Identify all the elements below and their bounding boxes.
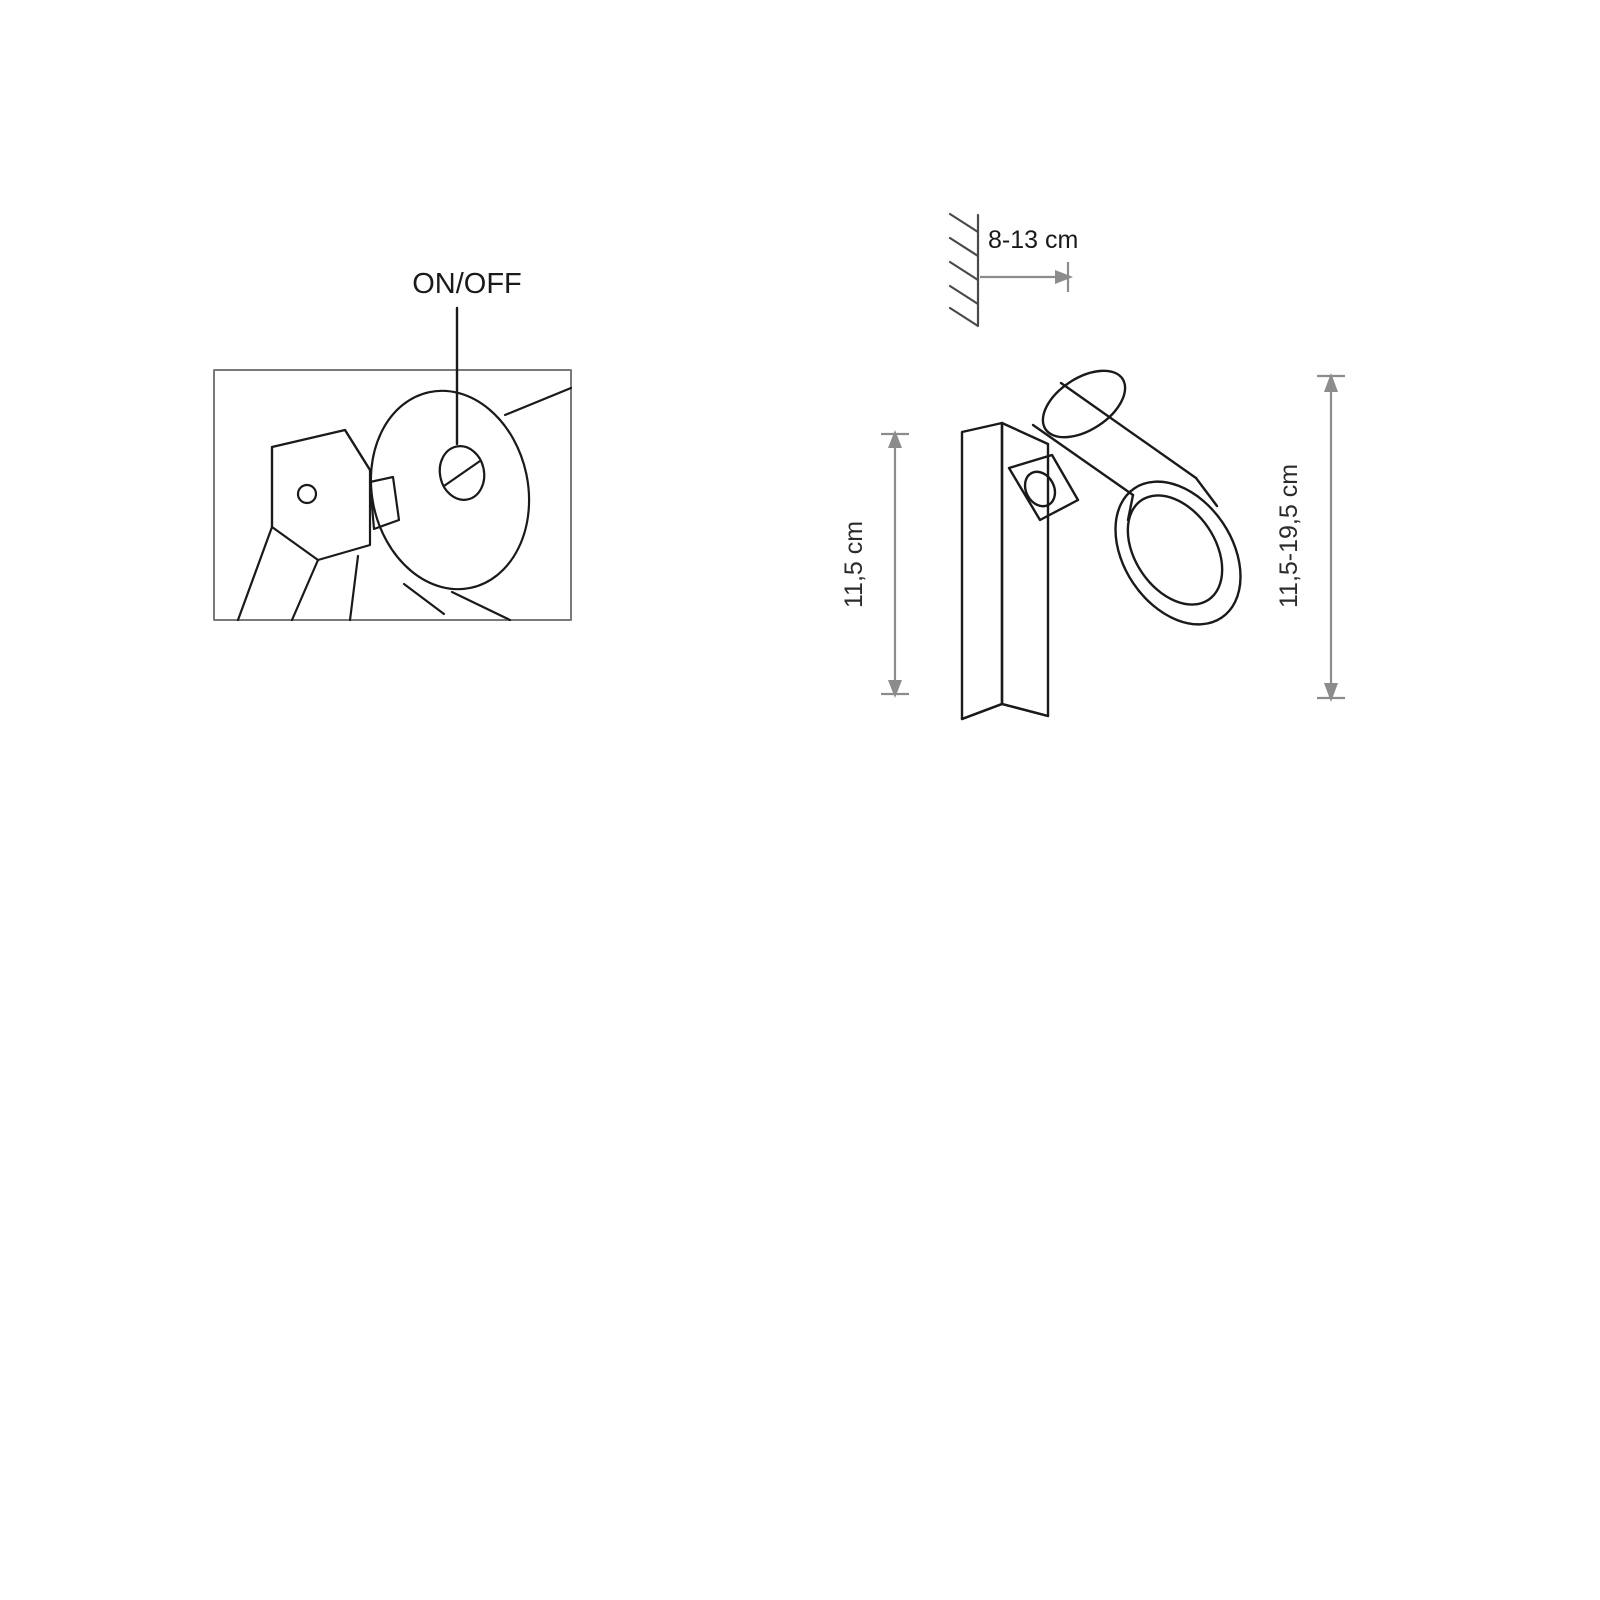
dimension-wall-projection-label: 8-13 cm — [988, 226, 1079, 254]
bracket-plate — [272, 430, 370, 560]
onoff-label: ON/OFF — [412, 268, 522, 300]
wall-hatch-2 — [950, 238, 978, 256]
joint-knuckle — [1009, 455, 1078, 520]
total-height-arrow-bottom — [1324, 683, 1338, 702]
detail-frame — [214, 370, 571, 620]
body-edge-lower-2 — [404, 584, 444, 614]
mounting-arm-3 — [350, 556, 358, 620]
cylinder-body-to-rim-top — [1196, 478, 1217, 506]
cylinder-front-rim-outer — [1090, 458, 1267, 648]
cylinder-side-upper — [1061, 383, 1196, 478]
mounting-arm — [238, 527, 272, 620]
body-edge-lower — [452, 592, 510, 620]
bracket-hole — [298, 485, 316, 503]
switch-detail-view — [214, 308, 571, 620]
base-height-arrow-top — [888, 430, 902, 448]
dimension-wall-projection — [980, 262, 1073, 292]
wall-hatch-3 — [950, 262, 978, 280]
base-height-arrow-bottom — [888, 680, 902, 698]
dimension-total-height — [1317, 373, 1345, 702]
dimension-total-height-label: 11,5-19,5 cm — [1275, 463, 1303, 608]
product-side-view — [962, 357, 1266, 719]
bracket-plate-face — [345, 430, 370, 470]
backplate-front — [962, 423, 1002, 719]
mounting-arm-2 — [292, 560, 318, 620]
body-edge-upper — [505, 388, 571, 415]
wall-hatch-1 — [950, 214, 978, 232]
wall-hatch-5 — [950, 308, 978, 326]
wall-symbol — [950, 214, 978, 326]
connector-tab — [370, 477, 399, 529]
dimension-base-height — [881, 430, 909, 698]
joint-pivot — [1019, 467, 1061, 512]
wall-hatch-4 — [950, 286, 978, 304]
cylinder-front-rim-inner — [1108, 478, 1241, 622]
cylinder-top-cap — [1031, 357, 1136, 451]
switch-screw-slot — [444, 461, 480, 486]
dimension-base-height-label: 11,5 cm — [840, 520, 868, 608]
projection-arrow-right — [1055, 270, 1073, 284]
backplate-bottom — [962, 704, 1048, 719]
